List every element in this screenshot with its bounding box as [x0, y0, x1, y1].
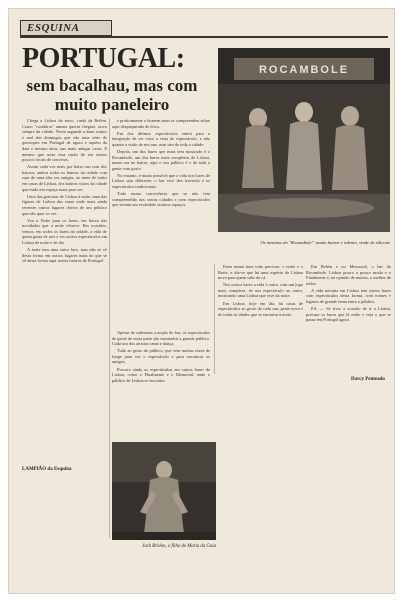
paragraph: Em dos últimos espectáculos entrei para a integração de ser visto a vista do espectáculo, e não quanto a visão de seu ano, mas sim de toda a cidade. — [112, 130, 210, 147]
section-tab: ESQUINA — [20, 20, 112, 36]
paragraph: Uma das gravuras de Lisboa à noite, uma das figuras de Lisboa das casas onde mais ainda recentes outros lugares cheios de um público que não quer se ver. — [22, 193, 107, 216]
paragraph: e praticamente o homem mais se compreendeu achar aqui despreparado de ética. — [112, 118, 210, 129]
paragraph: Depois, um dos bares que mais tem mostrado é o Rocambole, um dos bares mais completos de Lisboa, numa rua no bairro, aqui o seu público é o de toda a gente com gosto. — [112, 148, 210, 171]
column-divider — [109, 118, 110, 538]
paragraph: A noite tem uma outra face, mas não se vê desta forma em outros lugares mais do que se vê desta forma aqui nestes bairros de Portugal. — [22, 247, 107, 264]
jack-bridon-photo — [112, 442, 216, 540]
headline: PORTUGAL: — [22, 43, 185, 74]
column-divider — [214, 264, 215, 374]
paragraph: Tudo ao gosto do público, que vem muitas vezes de longe para ver o espectáculo e para encontrar os amigos. — [112, 348, 210, 365]
paragraph: Estes numa hora toda preciosa: o noite e o Boite, e diz-se que há uma espécie de Lisboa nova para quem sabe de cá. — [218, 264, 303, 281]
paragraph: Tudo numa convivência que se não tem compreendido nas outras cidades e com espectáculos que seriam um escândalo noutros espaços. — [112, 191, 210, 208]
paragraph: Chega a Lisboa de novo, cinda da Belém. Como "cumbirra" amena queria cheguei, novo sempre da cidade. Nesta segunda a duas somos e mal dos domingos que vão uma série de quiosques em Portugal de agora e aquém da data e mesmo anos, nas mais antigas casas. E mesmo que seria essa razão de em outros poucos locais de convivas. — [22, 118, 107, 163]
header-rule — [20, 36, 388, 38]
paragraph: Em Belém e no Memorial, o bar do Rocambole, Lisboa pouco a pouco muda e o Finalmente é, na opinião de muitos, o melhor de todos. — [306, 264, 391, 286]
article-column-4 — [306, 264, 391, 372]
article-column-2 — [112, 118, 210, 323]
byline-left: LAMPIÃO da Esquina — [22, 467, 72, 472]
paragraph: Apesar de sabermos a noção do bar, os espectáculos de gente de outra parte são mostrados a grande público. Cada um dos artistas canta e dança. — [112, 330, 210, 347]
subheadline: sem bacalhau, mas com muito paneleiro — [26, 76, 198, 114]
photo-caption-small: Jack Bridon, o filho de Maria da Guia — [142, 544, 216, 549]
photo-caption-large: Os meninos do "Rocambole": muito humor e talento, vinde de silicone — [260, 240, 390, 245]
paragraph: No entanto, é muito possível que a vida nos bares de Lisboa seja diferente; o bar vive dos travestis e os espectáculos tradicionais. — [112, 172, 210, 190]
article-column-2b — [112, 330, 210, 442]
rocambole-photo — [218, 48, 390, 232]
byline-right: Darcy Penteado — [351, 377, 385, 382]
newspaper-page — [8, 8, 395, 594]
rocambole-photo-image — [218, 48, 390, 232]
paragraph: Em Lisboa, hoje em dia, há casas de espectáculos ao gosto de cada um; gente nova e de todas as idades que se encontra à noite. — [218, 300, 303, 317]
article-column-3 — [218, 264, 303, 372]
paragraph: Assim cada vez mais por baixo em ruas dos bairros, ambos todos os bairros da cidade com ruas de uma alta vez antigas, ao meio de todos em casas de Lisboa, dos bairros vistos da cidade que estão em espaço mais para ver. — [22, 164, 107, 192]
paragraph: Procure ainda os espectáculos em outros bares de Lisboa, como o Finalmente e o Memorial, onde o público de Lisboa se encontra. — [112, 366, 210, 383]
jack-bridon-image — [112, 442, 216, 540]
paragraph: Vou à Noite para os bares, em busca das novidades que a noite oferece. Em ocasiões, vemos, em todos os bares da cidade, a vida de quem gosta de sair e ver outros espectáculos em Lisboa de noite e de dia. — [22, 217, 107, 245]
paragraph: P.S. — Se tiver a ocasião de ir a Lisboa, procure os bares que lá estão e veja o que se passa em Portugal agora. — [306, 306, 391, 323]
article-column-1 — [22, 118, 107, 463]
paragraph: Nos outros bares a vida é outra, com um jogo mais completo, de um espectáculo ao outro, mostrando uma Lisboa que vive da noite. — [218, 282, 303, 299]
paragraph: A vida noturna em Lisboa tem outros bares com espectáculos desta forma, com nomes e lugares de grande fama entre o público. — [306, 287, 391, 305]
rocambole-sign: ROCAMBOLE — [258, 64, 350, 76]
